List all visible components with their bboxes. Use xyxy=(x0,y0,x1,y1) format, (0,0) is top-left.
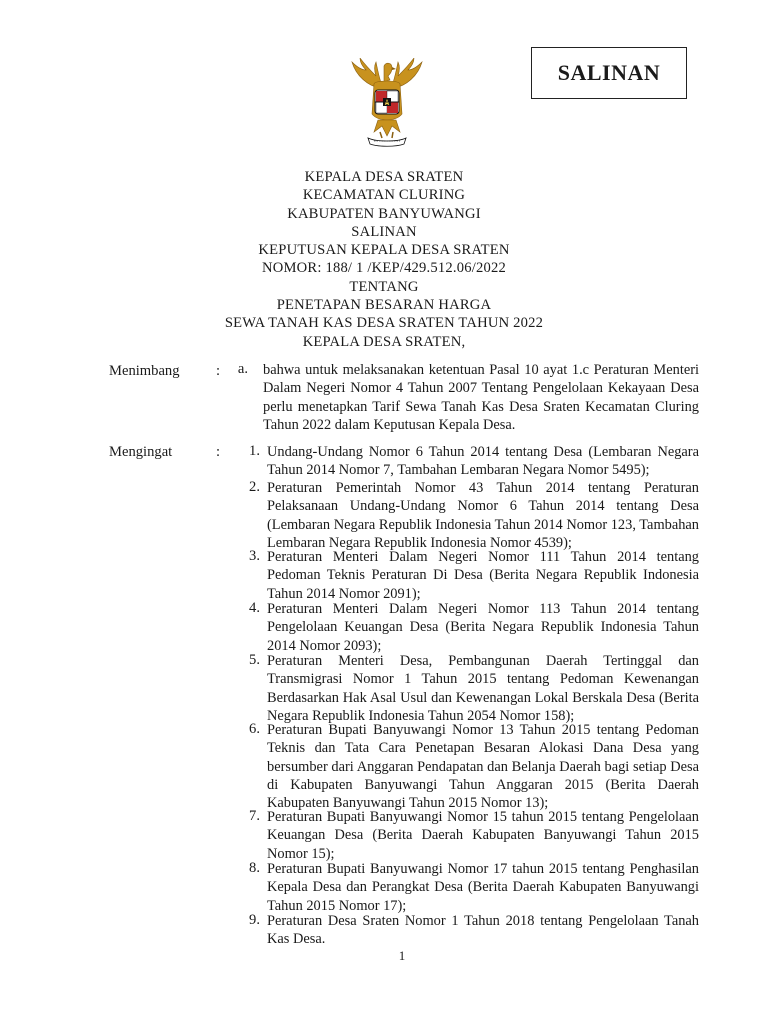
heading-line: KABUPATEN BANYUWANGI xyxy=(287,205,481,222)
mengingat-item-text: Peraturan Menteri Dalam Negeri Nomor 111 Tahun 2014 tentang Pedoman Teknis Peraturan Di Desa (Berita Negara Republik Indonesia Tahun 2014 Nomor 2091); xyxy=(267,549,699,602)
page-number: 1 xyxy=(398,948,406,963)
mengingat-item-number: 3. xyxy=(249,548,260,564)
mengingat-item-number: 4. xyxy=(249,600,260,616)
mengingat-item-number: 7. xyxy=(249,808,260,824)
mengingat-item-text: Peraturan Menteri Desa, Pembangunan Daerah Tertinggal dan Transmigrasi Nomor 1 Tahun 2015 tentang Pedoman Kewenangan Berdasarkan Hak Asal Usul dan Kewenangan Lokal Berskala Desa (Berita Negara Republik Indonesia Tahun 2054 Nomor 158); xyxy=(267,653,699,724)
mengingat-item-text: Undang-Undang Nomor 6 Tahun 2014 tentang Desa (Lembaran Negara Tahun 2014 Nomor 7, Tambahan Lembaran Negara Nomor 5495); xyxy=(267,444,699,479)
document-heading xyxy=(0,168,768,351)
menimbang-label: Menimbang xyxy=(109,363,180,379)
mengingat-item-text: Peraturan Menteri Dalam Negeri Nomor 113 Tahun 2014 tentang Pengelolaan Keuangan Desa (Berita Negara Republik Indonesia Tahun 2014 Nomor 2093); xyxy=(267,601,699,654)
heading-line: NOMOR: 188/ 1 /KEP/429.512.06/2022 xyxy=(262,260,506,277)
heading-line: KEPALA DESA SRATEN, xyxy=(302,333,466,350)
mengingat-item-number: 1. xyxy=(249,443,260,459)
heading-line: SALINAN xyxy=(351,223,417,240)
menimbang-item-number: a. xyxy=(237,361,248,377)
mengingat-item-text: Peraturan Pemerintah Nomor 43 Tahun 2014 tentang Peraturan Pelaksanaan Undang-Undang Nomor 6 Tahun 2014 tentang Desa (Lembaran Negara Republik Indonesia Tahun 2014 Nomor 123, Tambahan Lembaran Negara Republik Indonesia Nomor 4539); xyxy=(267,480,699,551)
heading-line: KEPALA DESA SRATEN xyxy=(304,169,464,185)
menimbang-item-text: bahwa untuk melaksanakan ketentuan Pasal 10 ayat 1.c Peraturan Menteri Dalam Negeri Nomor 4 Tahun 2007 Tentang Pengelolaan Kekayaan Desa perlu menetapkan Tarif Sewa Tanah Kas Desa Sraten Kecamatan Cluring Tahun 2022 dalam Keputusan Kepala Desa. xyxy=(263,362,699,433)
heading-line: KEPUTUSAN KEPALA DESA SRATEN xyxy=(258,242,510,259)
mengingat-item-number: 2. xyxy=(249,479,260,495)
heading-line: SEWA TANAH KAS DESA SRATEN TAHUN 2022 xyxy=(224,315,544,332)
mengingat-item-text: Peraturan Bupati Banyuwangi Nomor 13 Tahun 2015 tentang Pedoman Teknis dan Tata Cara Penetapan Besaran Alokasi Dana Desa yang bersumber dari Anggaran Pendapatan dan Belanja Daerah bagi setiap Desa di Kabupaten Banyuwangi Tahun Anggaran 2015 (Berita Daerah Kabupaten Banyuwangi Tahun 2015 Nomor 13); xyxy=(267,722,699,812)
mengingat-item-number: 9. xyxy=(249,912,260,928)
mengingat-item-text: Peraturan Bupati Banyuwangi Nomor 15 tahun 2015 tentang Pengelolaan Keuangan Desa (Berita Daerah Kabupaten Banyuwangi Tahun 2015 Nomor 15); xyxy=(267,809,699,862)
mengingat-item-number: 6. xyxy=(249,721,260,737)
heading-line: KECAMATAN CLURING xyxy=(302,187,466,204)
heading-line: PENETAPAN BESARAN HARGA xyxy=(276,297,492,314)
garuda-pancasila-emblem xyxy=(346,58,428,150)
mengingat-item-text: Peraturan Bupati Banyuwangi Nomor 17 tahun 2015 tentang Penghasilan Kepala Desa dan Perangkat Desa (Berita Daerah Kabupaten Banyuwangi Tahun 2015 Nomor 17); xyxy=(267,861,699,914)
mengingat-item-text: Peraturan Desa Sraten Nomor 1 Tahun 2018 tentang Pengelolaan Tanah Kas Desa. xyxy=(267,913,699,948)
heading-line: TENTANG xyxy=(349,278,419,295)
mengingat-label: Mengingat xyxy=(109,444,173,460)
menimbang-colon: : xyxy=(216,363,221,379)
mengingat-item-number: 5. xyxy=(249,652,260,668)
mengingat-item-number: 8. xyxy=(249,860,260,876)
mengingat-colon: : xyxy=(216,444,221,460)
salinan-stamp: SALINAN xyxy=(531,47,687,99)
